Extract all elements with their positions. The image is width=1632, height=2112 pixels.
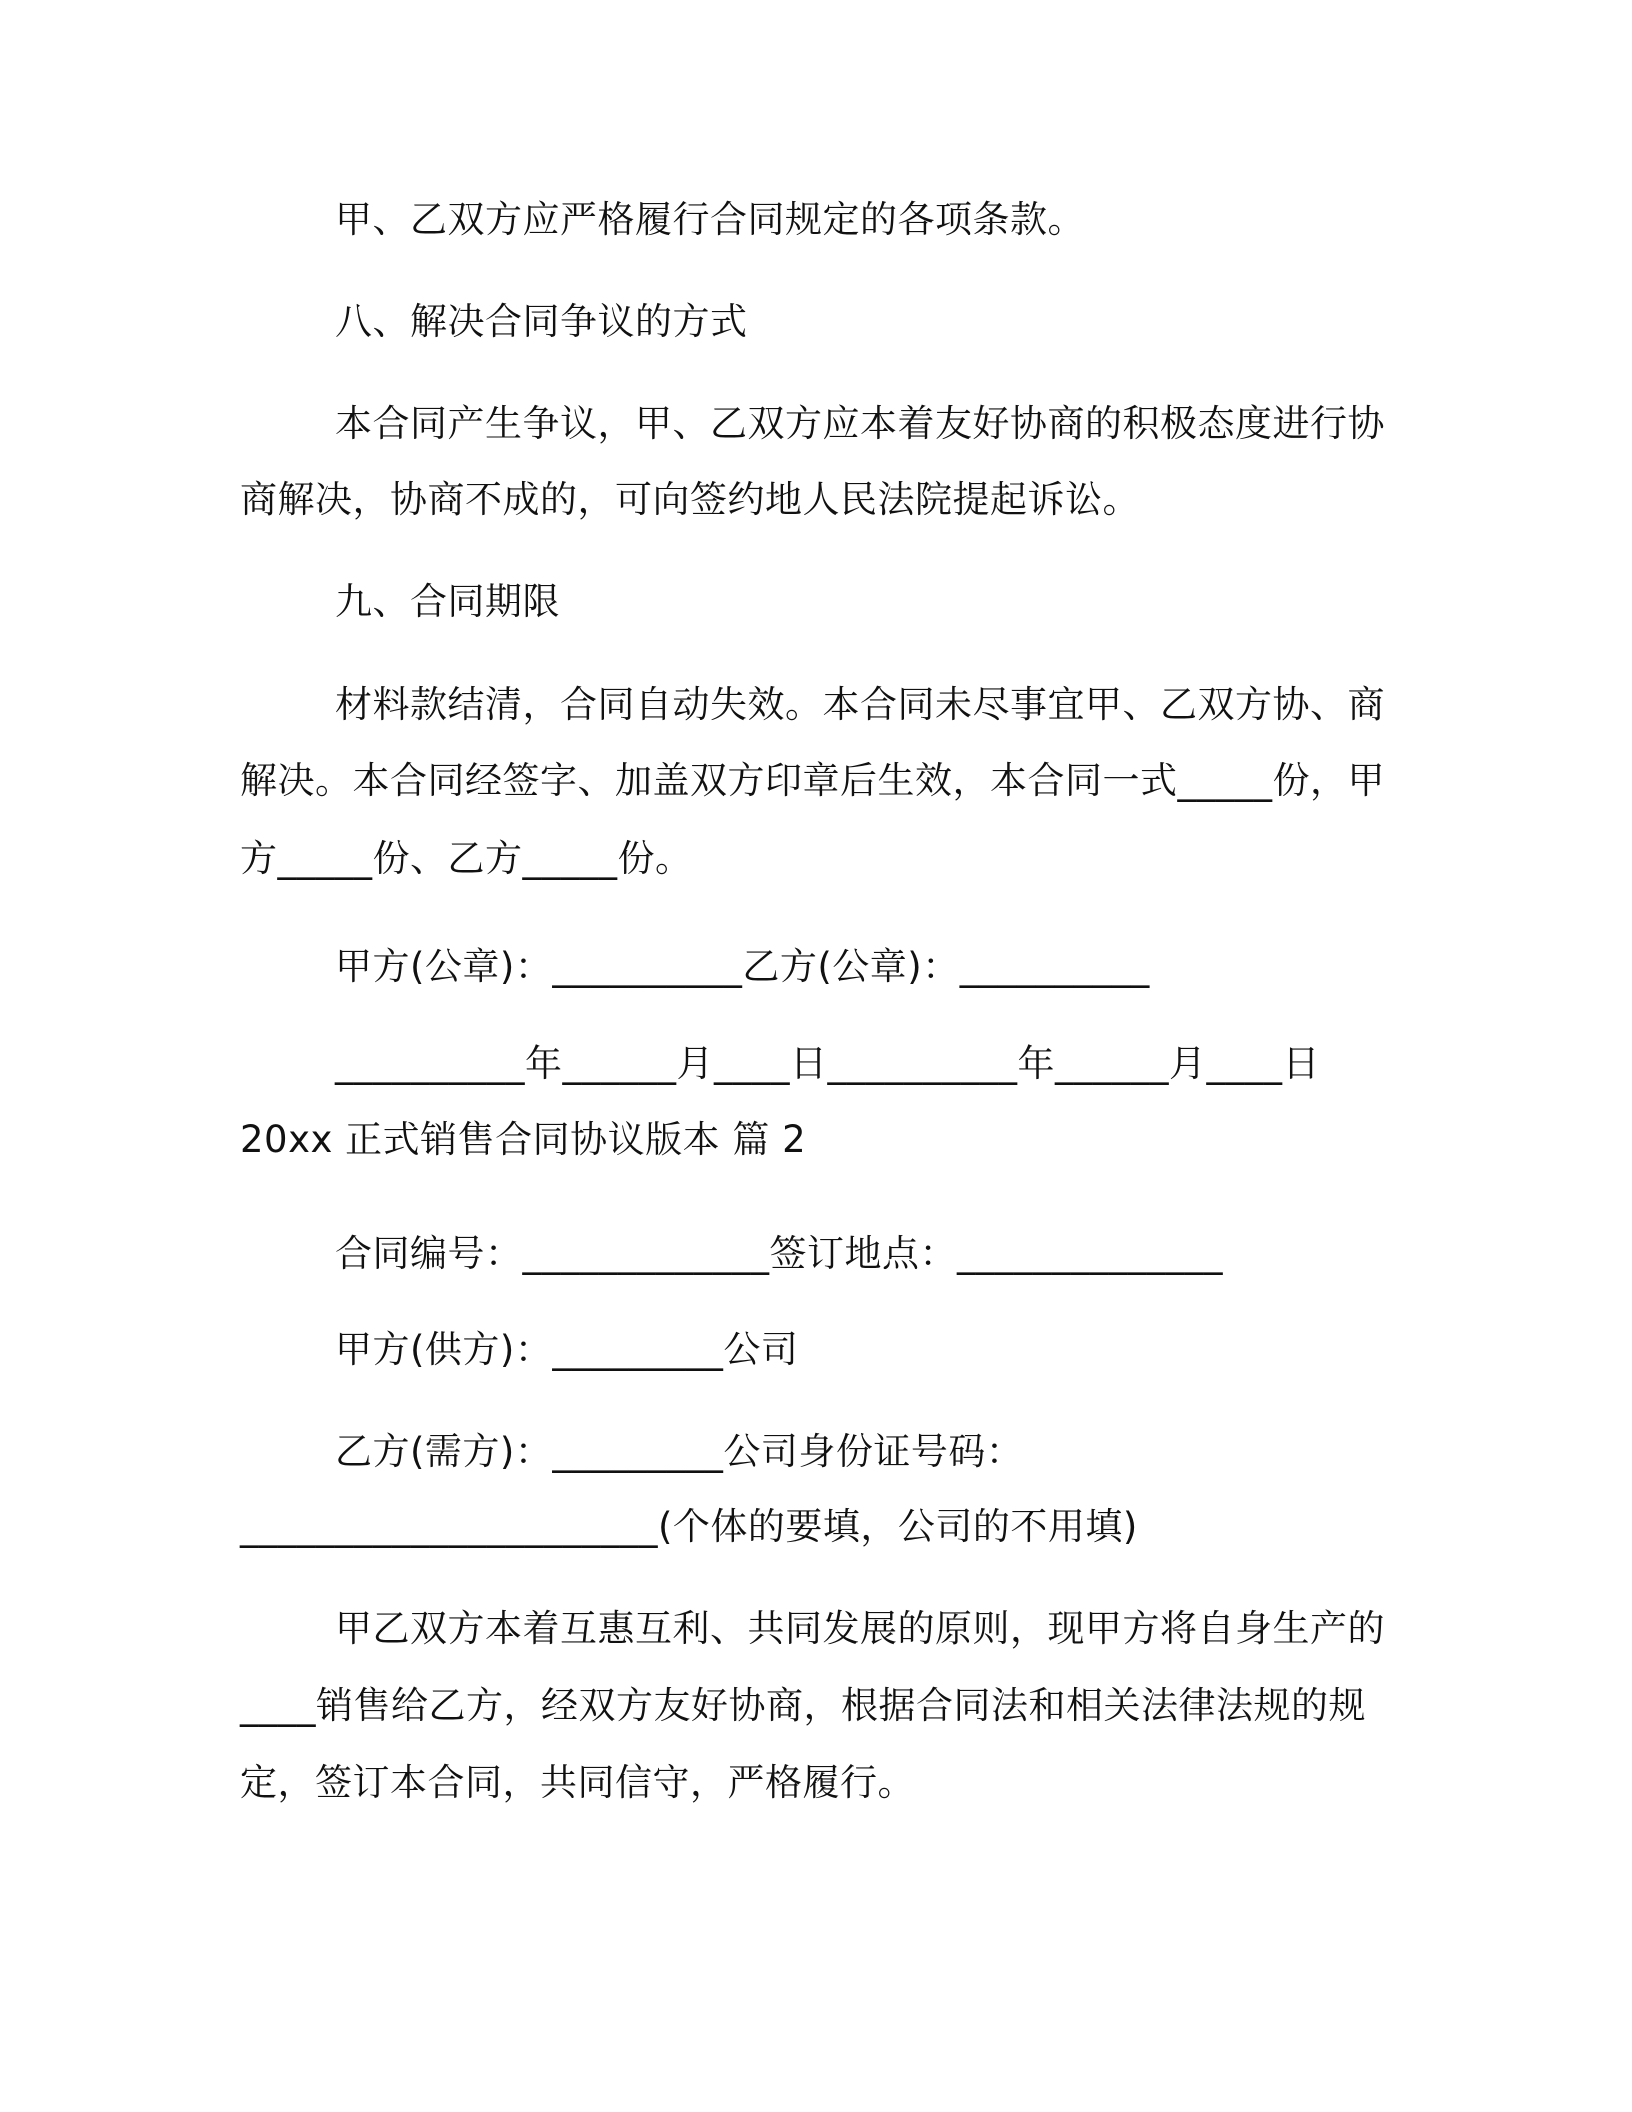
dispute-paragraph-line-1: 本合同产生争议，甲、乙双方应本着友好协商的积极态度进行协 bbox=[335, 402, 1385, 445]
date-line: __________年______月____日__________年______月____日 bbox=[335, 1042, 1320, 1085]
party-b-line: 乙方(需方)：_________公司身份证号码： bbox=[335, 1430, 1024, 1473]
contract-number-line: 合同编号：_____________签订地点：______________ bbox=[335, 1232, 1223, 1275]
principle-paragraph-line-2: ____销售给乙方，经双方友好协商，根据合同法和相关法律法规的规 bbox=[240, 1684, 1366, 1727]
term-paragraph-line-2: 解决。本合同经签字、加盖双方印章后生效，本合同一式_____份，甲 bbox=[240, 759, 1385, 802]
seal-line: 甲方(公章)：__________乙方(公章)：__________ bbox=[335, 945, 1150, 988]
section-heading-term: 九、合同期限 bbox=[335, 580, 560, 623]
dispute-paragraph-line-2: 商解决，协商不成的，可向签约地人民法院提起诉讼。 bbox=[240, 478, 1140, 521]
section-title-version-2: 20xx 正式销售合同协议版本 篇 2 bbox=[240, 1118, 807, 1161]
term-paragraph-line-3: 方_____份、乙方_____份。 bbox=[240, 837, 693, 880]
section-heading-dispute: 八、解决合同争议的方式 bbox=[335, 300, 748, 343]
party-a-line: 甲方(供方)：_________公司 bbox=[335, 1328, 799, 1371]
principle-paragraph-line-3: 定，签订本合同，共同信守，严格履行。 bbox=[240, 1761, 915, 1804]
term-paragraph-line-1: 材料款结清，合同自动失效。本合同未尽事宜甲、乙双方协、商 bbox=[335, 683, 1385, 726]
id-number-line: ______________________(个体的要填，公司的不用填) bbox=[240, 1505, 1138, 1548]
principle-paragraph-line-1: 甲乙双方本着互惠互利、共同发展的原则，现甲方将自身生产的 bbox=[335, 1607, 1385, 1650]
clause-text: 甲、乙双方应严格履行合同规定的各项条款。 bbox=[335, 198, 1085, 241]
